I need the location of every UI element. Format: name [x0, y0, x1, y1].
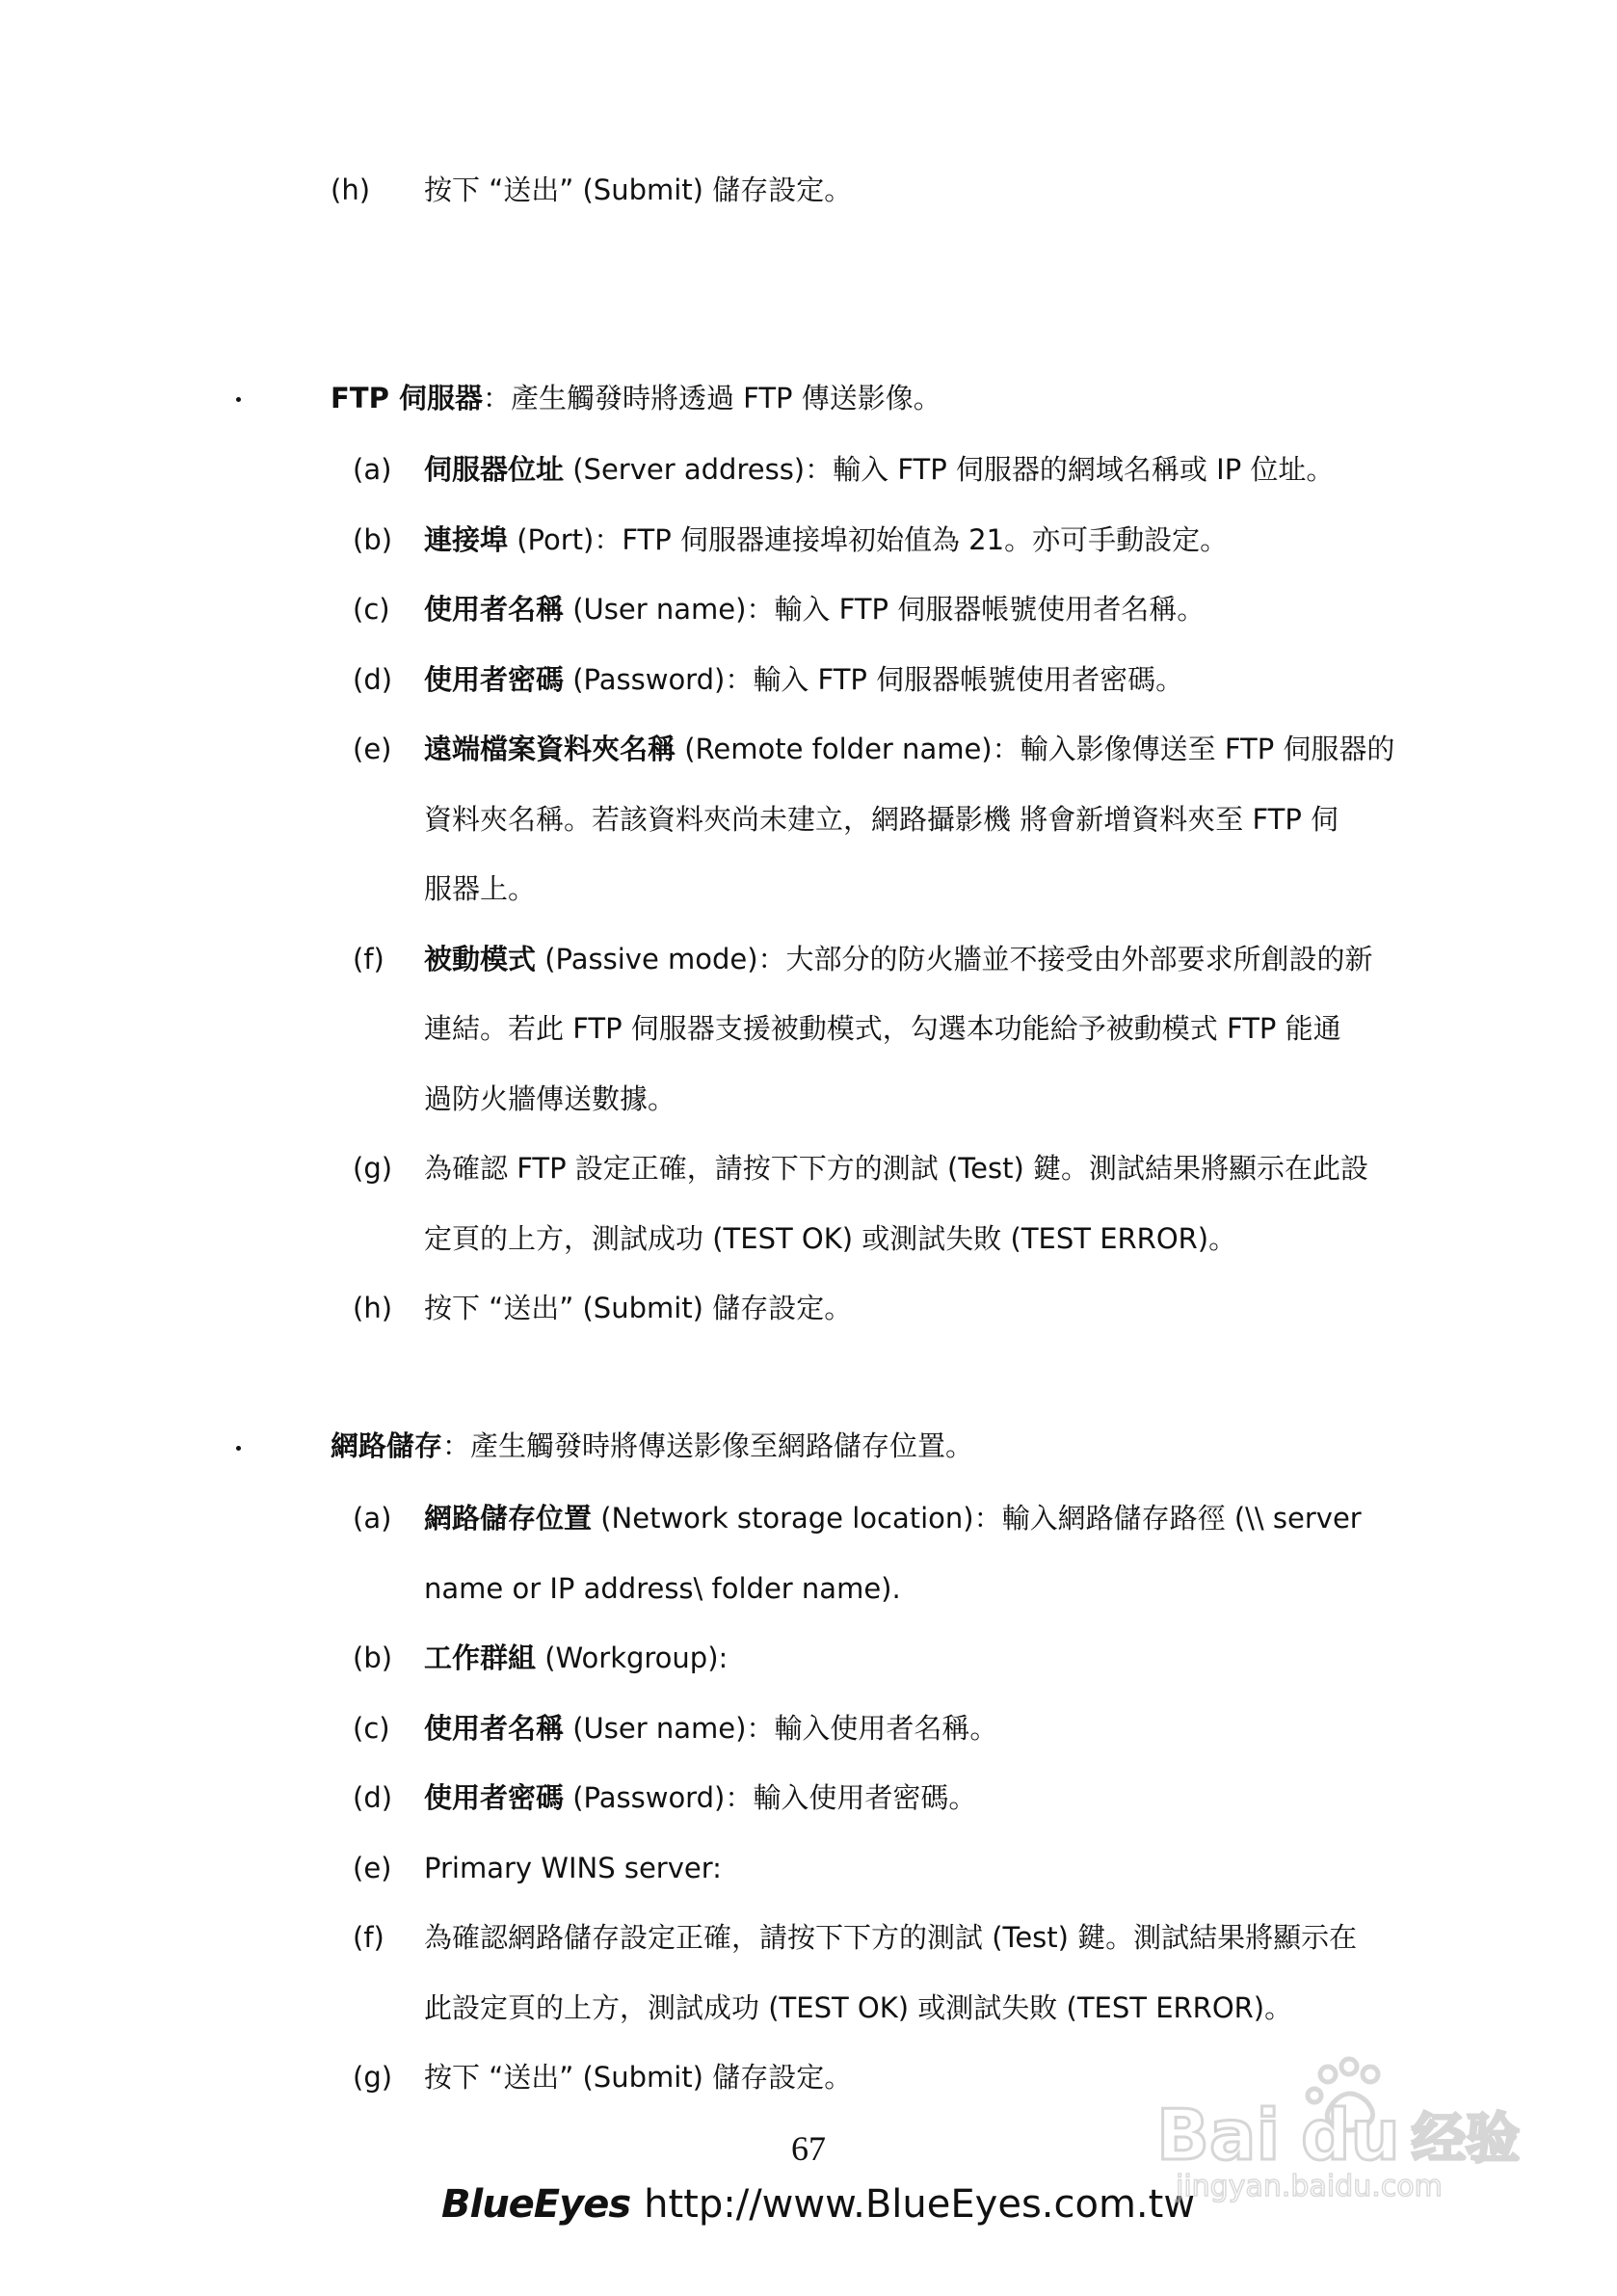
item-text: (Port)：FTP 伺服器連接埠初始值為 21。亦可手動設定。 [508, 522, 1229, 556]
item-text-line [424, 1639, 728, 1677]
item-text-line [424, 800, 1339, 839]
brand-logo: BlueEyes [441, 2182, 631, 2227]
item-text: (Workgroup): [536, 1642, 729, 1674]
item-text: 此設定頁的上方，測試成功 (TEST OK) 或測試失敗 (TEST ERROR)。 [424, 1990, 1293, 2024]
item-text-line [424, 1219, 1236, 1258]
section-title: 網路儲存 [331, 1429, 443, 1462]
svg-text:du: du [1301, 2095, 1400, 2176]
item-text: 服器上。 [424, 872, 537, 905]
item-text-line [424, 1709, 997, 1748]
item-text-line [424, 521, 1228, 559]
svg-text:经验: 经验 [1412, 2108, 1520, 2171]
page-number: 67 [791, 2129, 826, 2168]
item-term: 工作群組 [424, 1642, 537, 1674]
item-text-line [424, 1778, 976, 1817]
item-text-line [424, 869, 536, 908]
item-label: (h) [353, 1292, 393, 1324]
item-text-line [424, 1149, 1368, 1188]
item-term: 遠端檔案資料夾名稱 [424, 733, 676, 765]
section-title-rest: ：產生觸發時將透過 FTP 傳送影像。 [482, 382, 941, 414]
item-term: 使用者名稱 [424, 593, 565, 626]
item-text: (Network storage location)：輸入網路儲存路徑 (\\ server [592, 1502, 1362, 1535]
item-text-line [424, 1849, 722, 1887]
item-text: (Remote folder name)：輸入影像傳送至 FTP 伺服器的 [676, 733, 1395, 765]
item-term: 使用者名稱 [424, 1711, 565, 1745]
footer [441, 2182, 1195, 2227]
footer-url: http://www.BlueEyes.com.tw [644, 2182, 1196, 2227]
item-text: (Passive mode)：大部分的防火牆並不接受由外部要求所創設的新 [536, 942, 1373, 975]
item-text-line [424, 450, 1334, 489]
bullet-dot [236, 397, 241, 402]
item-text-line [424, 1009, 1341, 1048]
item-label: (b) [353, 522, 393, 556]
item-label: (a) [353, 453, 392, 486]
item-text: 按下 “送出” (Submit) 儲存設定。 [424, 174, 853, 206]
item-label: (g) [353, 2061, 393, 2094]
item-label: (h) [331, 174, 371, 206]
section-title-rest: ：產生觸發時將傳送影像至網路儲存位置。 [442, 1429, 974, 1462]
item-text: 定頁的上方，測試成功 (TEST OK) 或測試失敗 (TEST ERROR)。 [424, 1221, 1237, 1255]
svg-text:Bai: Bai [1156, 2095, 1281, 2176]
item-text: 過防火牆傳送數據。 [424, 1081, 676, 1115]
item-text-line [424, 730, 1394, 768]
item-text-line [424, 590, 1205, 628]
item-text: (Password)：輸入 FTP 伺服器帳號使用者密碼。 [564, 662, 1184, 696]
item-label: (c) [353, 1711, 390, 1745]
item-term: 網路儲存位置 [424, 1502, 593, 1535]
item-label: (d) [353, 662, 393, 696]
item-text: 按下 “送出” (Submit) 儲存設定。 [424, 2061, 853, 2094]
item-label: (f) [353, 1921, 384, 1954]
item-text: 為確認 FTP 設定正確，請按下下方的測試 (Test) 鍵。測試結果將顯示在此設 [424, 1152, 1368, 1185]
item-text: 為確認網路儲存設定正確，請按下下方的測試 (Test) 鍵。測試結果將顯示在 [424, 1921, 1358, 1954]
item-label: (f) [353, 942, 384, 975]
item-text-line [424, 1499, 1362, 1537]
item-label: (c) [353, 593, 390, 626]
item-text: (Password)：輸入使用者密碼。 [564, 1781, 977, 1814]
section-heading-ftp [331, 379, 941, 417]
bullet-dot [236, 1446, 241, 1451]
item-label: (a) [353, 1502, 392, 1535]
item-text: (User name)：輸入 FTP 伺服器帳號使用者名稱。 [564, 593, 1206, 626]
item-text: Primary WINS server: [424, 1851, 722, 1884]
item-text: 按下 “送出” (Submit) 儲存設定。 [424, 1292, 853, 1324]
item-text-line [424, 1989, 1292, 2027]
item-text-line [424, 1080, 676, 1118]
item-term: 被動模式 [424, 942, 537, 975]
item-text: (Server address)：輸入 FTP 伺服器的網域名稱或 IP 位址。 [564, 453, 1335, 486]
item-text-line [424, 660, 1183, 699]
item-term: 使用者密碼 [424, 1781, 565, 1814]
item-label: (e) [353, 1851, 392, 1884]
item-text-line [424, 940, 1373, 978]
item-term: 伺服器位址 [424, 453, 565, 486]
item-text: 資料夾名稱。若該資料夾尚未建立，網路攝影機 將會新增資料夾至 FTP 伺 [424, 802, 1339, 836]
item-term: 使用者密碼 [424, 662, 565, 696]
item-label: (d) [353, 1781, 393, 1814]
item-text: 連結。若此 FTP 伺服器支援被動模式，勾選本功能給予被動模式 FTP 能通 [424, 1012, 1341, 1045]
section-heading-nas [331, 1427, 973, 1465]
item-text: name or IP address\ folder name). [424, 1571, 901, 1605]
section-title: FTP 伺服器 [331, 382, 483, 414]
item-label: (b) [353, 1642, 393, 1674]
baidu-watermark [1137, 2053, 1542, 2207]
item-text: (User name)：輸入使用者名稱。 [564, 1711, 998, 1745]
item-text-line [424, 1569, 901, 1608]
item-text-line [424, 1289, 852, 1327]
svg-text:jingyan.baidu.com: jingyan.baidu.com [1176, 2170, 1443, 2203]
item-text-line [424, 2058, 852, 2096]
item-text-line [424, 1918, 1357, 1957]
item-label: (g) [353, 1152, 393, 1185]
item-term: 連接埠 [424, 522, 509, 556]
item-label: (e) [353, 733, 392, 765]
